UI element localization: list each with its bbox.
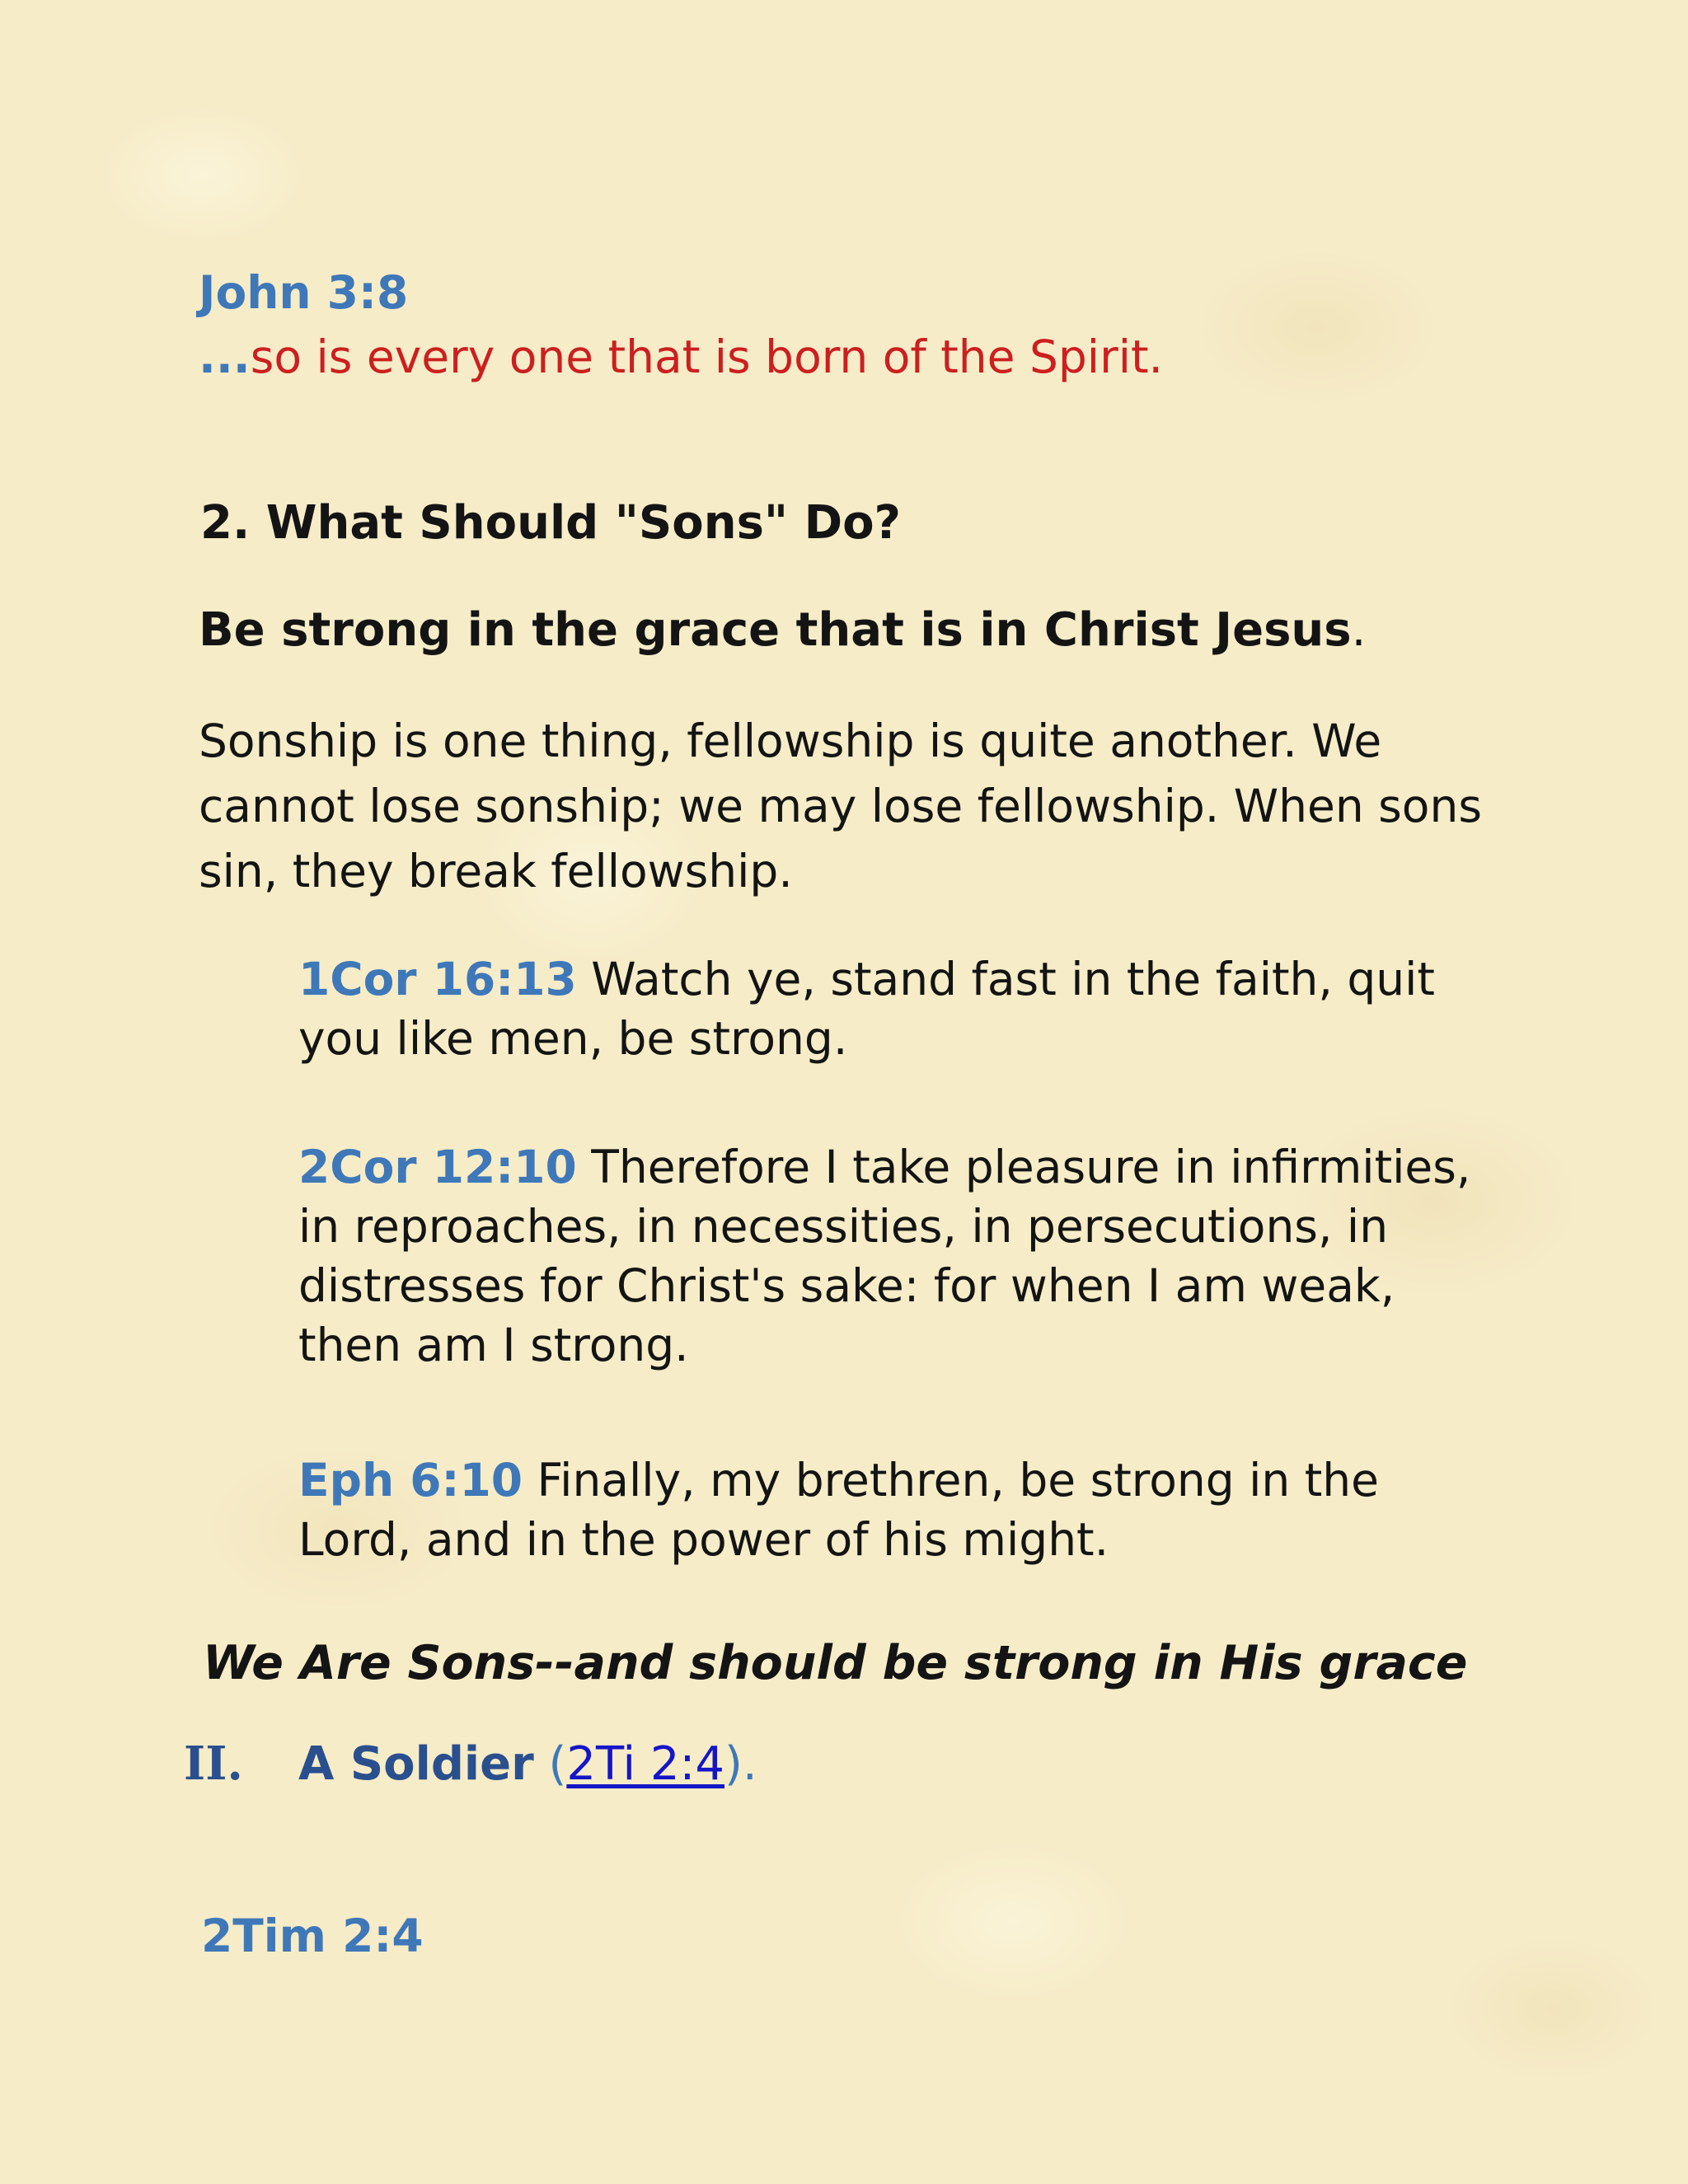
sonship-paragraph: Sonship is one thing, fellowship is quite another. We cannot lose sonship; we may lose fellowship. When sons sin, they break fellowship. xyxy=(199,715,1482,898)
open-paren: ( xyxy=(548,1737,567,1791)
scripture-link-2ti-2-4[interactable]: 2Ti 2:4 xyxy=(566,1737,724,1791)
outline-title: A Soldier xyxy=(298,1737,534,1791)
outline-numeral: II. xyxy=(184,1736,243,1791)
verse-2cor-12-10 xyxy=(298,1137,1502,1375)
john-reference: John 3:8 xyxy=(199,266,409,319)
subheading-period: . xyxy=(1351,603,1367,657)
verse-text: Watch ye, stand fast in the faith, quit you like men, be strong. xyxy=(298,953,1435,1065)
summary-statement: We Are Sons--and should be strong in His grace xyxy=(203,1636,1468,1690)
john-verse xyxy=(199,328,1163,386)
verse-eph-6-10 xyxy=(298,1451,1502,1569)
john-verse-text: so is every one that is born of the Spirit. xyxy=(250,330,1164,383)
section-heading: 2. What Should "Sons" Do? xyxy=(200,496,902,550)
verse-text: Therefore I take pleasure in infirmities, in reproaches, in necessities, in persecutions, in distresses for Christ's sake: for when I am weak, then am I strong. xyxy=(298,1141,1471,1371)
close-paren: ). xyxy=(724,1737,757,1791)
verse-ellipsis: ... xyxy=(199,330,251,383)
subheading xyxy=(199,602,1366,659)
outline-item-soldier xyxy=(184,1735,757,1793)
next-reference: 2Tim 2:4 xyxy=(201,1910,424,1962)
verse-reference: Eph 6:10 xyxy=(298,1454,523,1507)
subheading-text: Be strong in the grace that is in Christ Jesus xyxy=(199,603,1352,657)
verse-text: Finally, my brethren, be strong in the Lord, and in the power of his might. xyxy=(298,1454,1379,1566)
verse-reference: 2Cor 12:10 xyxy=(298,1141,577,1193)
verse-1cor-16-13 xyxy=(298,949,1502,1068)
verse-reference: 1Cor 16:13 xyxy=(298,953,577,1005)
